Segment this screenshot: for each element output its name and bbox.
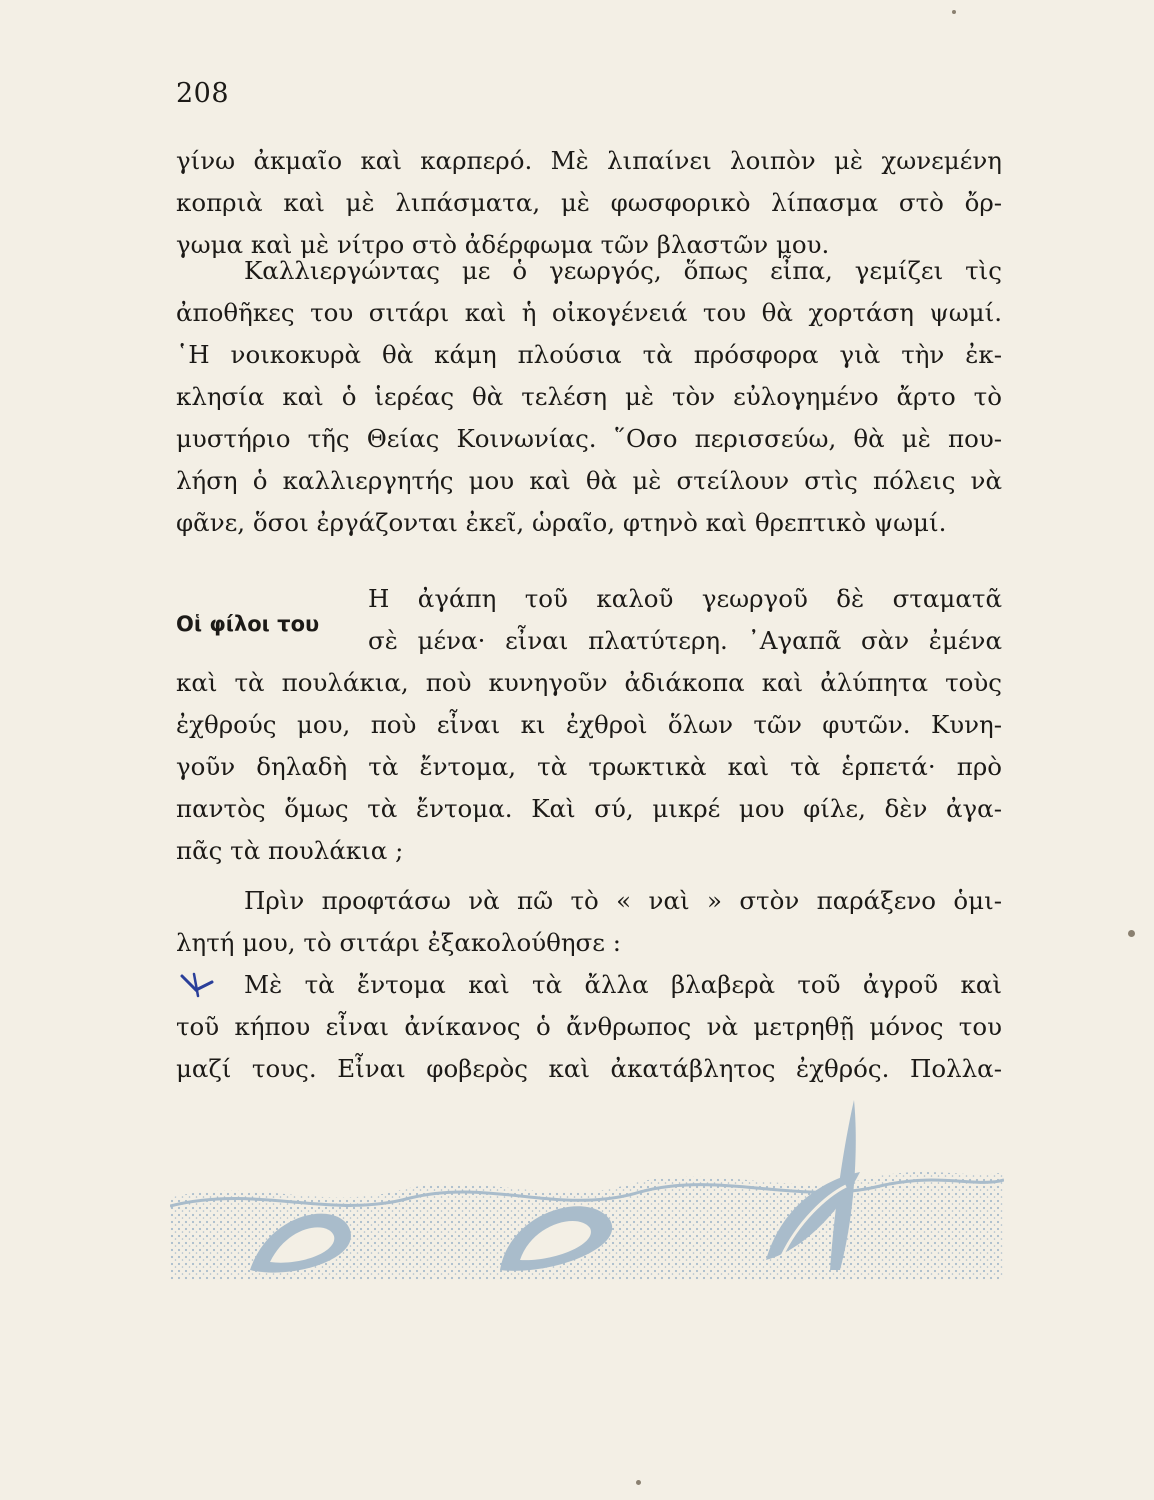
text-line: γίνω ἀκμαῖο καὶ καρπερό. Μὲ λιπαίνει λοιπὸν μὲ χωνεμένη (176, 146, 1002, 175)
text-line: μυστήριο τῆς Θείας Κοινωνίας. ῞Οσο περισσεύω, θὰ μὲ που- (176, 424, 1002, 453)
paper-speck (952, 10, 956, 14)
text-line: γωμα καὶ μὲ νίτρο στὸ ἀδέρφωμα τῶν βλαστῶν μου. (176, 230, 830, 259)
text-line: γοῦν δηλαδὴ τὰ ἔντομα, τὰ τρωκτικὰ καὶ τὰ ἑρπετά· πρὸ (176, 752, 1002, 781)
paper-speck (636, 1480, 641, 1485)
text-line: Μὲ τὰ ἔντομα καὶ τὰ ἄλλα βλαβερὰ τοῦ ἀγροῦ καὶ (244, 970, 1002, 999)
paper-speck (1128, 930, 1135, 937)
paragraph-3 (176, 578, 1002, 872)
text-line: ῾Η νοικοκυρὰ θὰ κάμη πλούσια τὰ πρόσφορα γιὰ τὴν ἐκ- (176, 340, 1002, 369)
text-line: λήση ὁ καλλιεργητής μου καὶ θὰ μὲ στείλουν στὶς πόλεις νὰ (176, 466, 1002, 495)
text-line: ἀποθῆκες του σιτάρι καὶ ἡ οἰκογένειά του θὰ χορτάση ψωμί. (176, 298, 1002, 327)
pen-mark-icon (178, 966, 218, 1002)
text-line: σὲ μένα· εἶναι πλατύτερη. ᾿Αγαπᾶ σὰν ἐμένα (368, 626, 1002, 655)
paragraph-1 (176, 140, 1002, 266)
text-line: Πρὶν προφτάσω νὰ πῶ τὸ « ναὶ » στὸν παράξενο ὁμι- (244, 886, 1002, 915)
text-line: κλησία καὶ ὁ ἱερέας θὰ τελέση μὲ τὸν εὐλογημένο ἄρτο τὸ (176, 382, 1002, 411)
text-line: Καλλιεργώντας με ὁ γεωργός, ὅπως εἶπα, γεμίζει τὶς (244, 256, 1002, 285)
text-line: μαζί τους. Εἶναι φοβερὸς καὶ ἀκατάβλητος ἐχθρός. Πολλα- (176, 1054, 1002, 1083)
wheat-ornament-icon (170, 1080, 1004, 1280)
text-line: φᾶνε, ὅσοι ἐργάζονται ἐκεῖ, ὡραῖο, φτηνὸ καὶ θρεπτικὸ ψωμί. (176, 508, 947, 537)
side-heading: Οἱ φίλοι του (176, 612, 320, 636)
text-line: παντὸς ὅμως τὰ ἔντομα. Καὶ σύ, μικρέ μου φίλε, δὲν ἀγα- (176, 794, 1002, 823)
paragraph-4 (176, 880, 1002, 1090)
text-line: τοῦ κήπου εἶναι ἀνίκανος ὁ ἄνθρωπος νὰ μετρηθῇ μόνος του (176, 1012, 1002, 1041)
text-line: Η ἀγάπη τοῦ καλοῦ γεωργοῦ δὲ σταματᾶ (368, 584, 1002, 613)
paragraph-2 (176, 250, 1002, 544)
text-line: πᾶς τὰ πουλάκια ; (176, 836, 404, 865)
text-line: ἐχθρούς μου, ποὺ εἶναι κι ἐχθροὶ ὅλων τῶν φυτῶν. Κυνη- (176, 710, 1002, 739)
page-number: 208 (176, 78, 230, 109)
text-line: καὶ τὰ πουλάκια, ποὺ κυνηγοῦν ἀδιάκοπα καὶ ἀλύπητα τοὺς (176, 668, 1002, 697)
text-line: κοπριὰ καὶ μὲ λιπάσματα, μὲ φωσφορικὸ λίπασμα στὸ ὄρ- (176, 188, 1002, 217)
text-line: λητή μου, τὸ σιτάρι ἐξακολούθησε : (176, 928, 621, 957)
